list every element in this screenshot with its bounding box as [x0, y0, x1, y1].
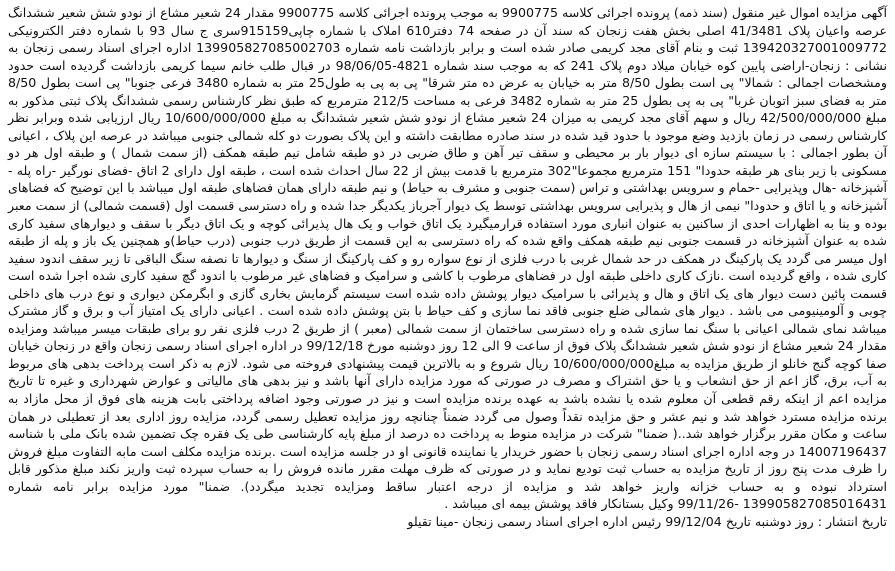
notice-footer: تاریخ انتشار : روز دوشنبه تاریخ 99/12/04 رئیس اداره اجرای اسناد رسمی زنجان -مینا تقیلو	[407, 513, 887, 529]
notice-body: آگهی مزایده اموال غیر منقول (سند ذمه) پرونده اجرائی کلاسه 9900775 به موجب پرونده اجرائی کلاسه 9900775 مقدار 24 شعیر مشاع از نودو شش شعیر ششدانگ عرصه واعیان پلاک 41/3481 اصلی بخش هفت زنجان که سند آن در صفحه 74 دفتر610 املاک با شماره چاپی915159سری ج سال 93 با شماره دفتر الکترونیکی 139420327001009772 ثبت و بنام آقای مجد کریمی صادر شده است و برابر بازداشت نامه شماره 139905827085002703 اداره اجرای اسناد رسمی زنجان به نشانی : زنجان-اراضی پایین کوه خیابان میلاد دوم پلاک 241 که به موجب سند شماره 4821-98/06/05 در قبال طلب خانم سیما کریمی بازداشت گردیده است حدود ومشخصات اجمالی : شمالا" پی است بطول 8/50 متر به خیابان به عرض ده متر شرقا" پی به پی به طول25 متر به شماره 3480 فرعی جنوبا" پی است بطول 8/50 متر به فضای سبز اتوبان غربا" پی به پی بطول 25 متر به شماره 3482 فرعی به مساحت 212/5 مترمربع که طبق نظر کارشناس رسمی ششدانگ پلاک ثبتی مذکور به مبلغ 42/500/000/000 ریال و سهم آقای مجد کریمی به میزان 24 شعیر مشاع از نودو شش شعیر ششدانگ به مبلغ 10/600/000/000 ریال ارزیابی شده وبرابر نظر کارشناس رسمی در زمان بازدید وضع موجود با حدود قید شده در سند صادره مطابقت داشته و این پلاک بصورت دو کله شمالی جنوبی میباشد در عرصه این پلاک ، اعیانی آن بطور اجمالی : با سیستم سازه ای دیوار بار بر محیطی و سقف تیر آهن و طاق ضربی در دو طبقه شامل نیم طبقه همکف (از سمت شمال ) و طبقه اول هر دو مسکونی با زیر بنای هر طبقه حدودا" 151 مترمربع مجموعا"302 مترمربع با قدمت بیش از 22 سال احداث شده است ، طبقه اول دارای 2 اتاق -فضای نورگیر -راه پله - آشپزخانه -هال وپذیرایی -حمام و سرویس بهداشتی و تراس (سمت جنوبی و مشرف به حیاط) و نیم طبقه دارای همان فضاهای طبقه اول میباشد با این توضیح که فضاهای آشپزخانه و یا اتاق و حدودا" نیمی از هال و پذیرایی سرویس بهداشتی توسط یک دیوار آجرباز یکدیگر جدا شده و راه دسترسی قسمت اول (قسمت شمالی) از سمت معبر بوده و بنا به اظهارات احدی از ساکنین به عنوان انباری مورد استفاده قرارمیگیرد یک اتاق خواب و یک هال پذیرائی کوچه و یک اتاق دیگر با سقف و دیوارهای سفید کاری شده به عنوان آشپزخانه در قسمت جنوبی نیم طبقه همکف واقع شده که راه دسترسی به این قسمت از طریق درب جنوبی (درب حیاط)و همچنین یک باز و پله از طبقه اول میسر می گردد یک پارکینگ در همکف در حد شمال غربی با درب فلزی از نوع سواره رو و کف پارکینگ از سنگ و دیوارها تا نصفه سنگ الباقی تا زیر سقف اندود سفید کاری شده ، واقع گردیده است .نازک کاری داخلی طبقه اول در فضاهای مرطوب با کاشی و سرامیک و فضاهای غیر مرطوب با اندود گچ سفید کاری شده اجرا شده است قسمت پائین دست دیوار های یک اتاق و هال و پذیرائی با سرامیک دیوار پوشش داده شده است سیستم گرمایش بخاری گازی و ابگرمکن دیواری و نوع درب های داخلی چوبی و آلومینیومی می باشد . دیوار های شمالی ضلع جنوبی فاقد نما سازی و کف حیاط با بتن پوشش داده شده است . اعیانی دارای یک امتیاز آب و برق و گاز مشترک میباشد نمای شمالی اعیانی با سنگ نما سازی شده و راه دسترسی ساختمان از سمت شمالی (معبر ) از طریق 2 درب فلزی نفر رو برای طبقات میسر میباشد ومزایده مقدار 24 شعیر مشاع از نودو شش شعیر ششدانگ پلاک فوق از ساعت 9 الی 12 روز دوشنبه مورخ 99/12/18 در اداره اجرای اسناد رسمی زنجان واقع در زنجان خیابان صفا کوچه گنج خانلو از طریق مزایده به مبلغ10/600/000/000 ریال شروع و به بالاترین قیمت پیشنهادی فروخته می شود. لازم به ذکر است پرداخت بدهی های مربوط به آب، برق، گاز اعم از حق انشعاب و یا حق اشتراک و مصرف در صورتی که مورد مزایده دارای آنها باشد و نیز بدهی های مالیاتی و عوارض شهرداری و غیره تا تاریخ مزایده اعم از اینکه رقم قطعی آن معلوم شده یا نشده باشد به عهده برنده مزایده است و نیز در صورتی وجود اضافه پرداختی بابت هزینه های فوق از محل مازاد به برنده مزایده مسترد خواهد شد و نیم عشر و حق مزایده نقداً وصول می گردد ضمناً چنانچه روز مزایده تعطیل رسمی گردد، مزایده روز اداری بعد از تعطیلی در همان ساعت و مکان مقرر برگزار خواهد شد..( ضمنا" شرکت در مزایده منوط به پرداخت ده درصد از مبلغ پایه کارشناسی طی یک فقره چک تضمین شده بانک ملی با شناسه 14007196437 در وجه اداره اجرای اسناد رسمی زنجان با حضور خریدار یا نماینده قانونی او در جلسه مزایده است .برنده مزایده مکلف است مابه التفاوت مبلغ فروش را ظرف مدت پنج روز از تاریخ مزایده به حساب ثبت تودیع نماید و در صورتی که ظرف مهلت مقرر مانده فروش را به حساب سپرده ثبت واریز نکند مبلغ مذکور قابل استرداد نبوده و به حساب خزانه واریز خواهد شد و مزایده از درجه اعتبار ساقط ومزایده تجدید میگردد). ضمنا" مورد مزایده برابر نامه شماره 139905827085016431 -99/11/26 وکیل بستانکار فاقد پوشش بیمه ای میباشد .	[8, 5, 888, 512]
